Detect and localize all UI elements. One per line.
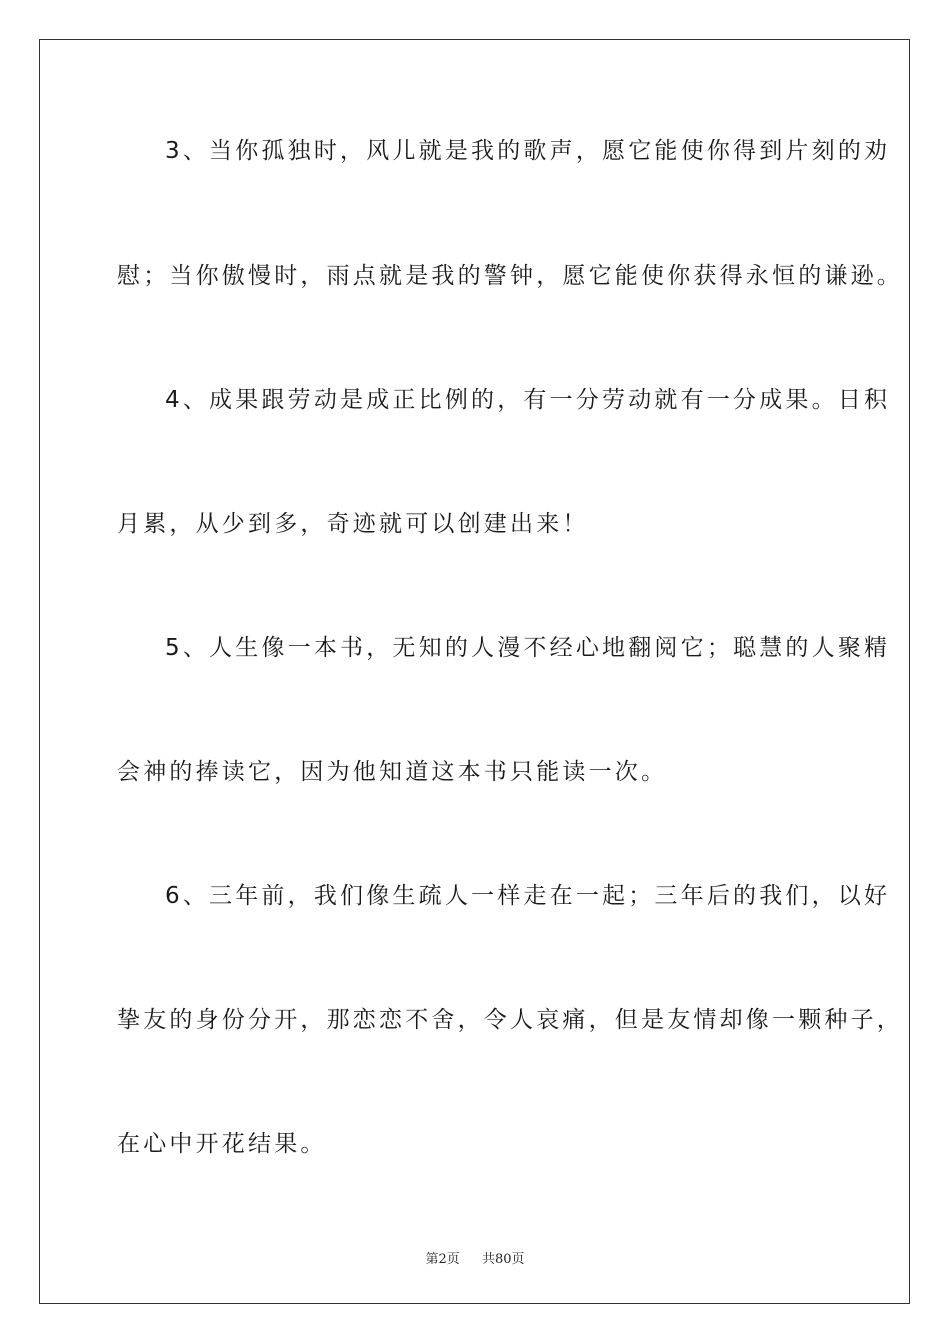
paragraph-6-line-2: 挚友的身份分开，那恋恋不舍，令人哀痛，但是友情却像一颗种子，	[117, 1007, 903, 1033]
paragraph-6-line-3: 在心中开花结果。	[117, 1131, 327, 1157]
paragraph-5-line-2: 会神的捧读它，因为他知道这本书只能读一次。	[117, 759, 668, 785]
current-page-number: 第2页	[425, 1252, 460, 1267]
paragraph-5-line-1: 5、人生像一本书，无知的人漫不经心地翻阅它；聪慧的人聚精	[165, 635, 891, 661]
paragraph-3-line-2: 慰；当你傲慢时，雨点就是我的警钟，愿它能使你获得永恒的谦逊。	[117, 263, 903, 289]
paragraph-3-line-1: 3、当你孤独时，风儿就是我的歌声，愿它能使你得到片刻的劝	[165, 138, 891, 164]
paragraph-4-line-1: 4、成果跟劳动是成正比例的，有一分劳动就有一分成果。日积	[165, 387, 891, 413]
paragraph-4-line-2: 月累，从少到多，奇迹就可以创建出来！	[117, 511, 589, 537]
total-page-count: 共80页	[482, 1252, 525, 1267]
page-border	[39, 39, 910, 1304]
paragraph-6-line-1: 6、三年前，我们像生疏人一样走在一起；三年后的我们，以好	[165, 883, 891, 909]
page-footer	[0, 1248, 950, 1267]
